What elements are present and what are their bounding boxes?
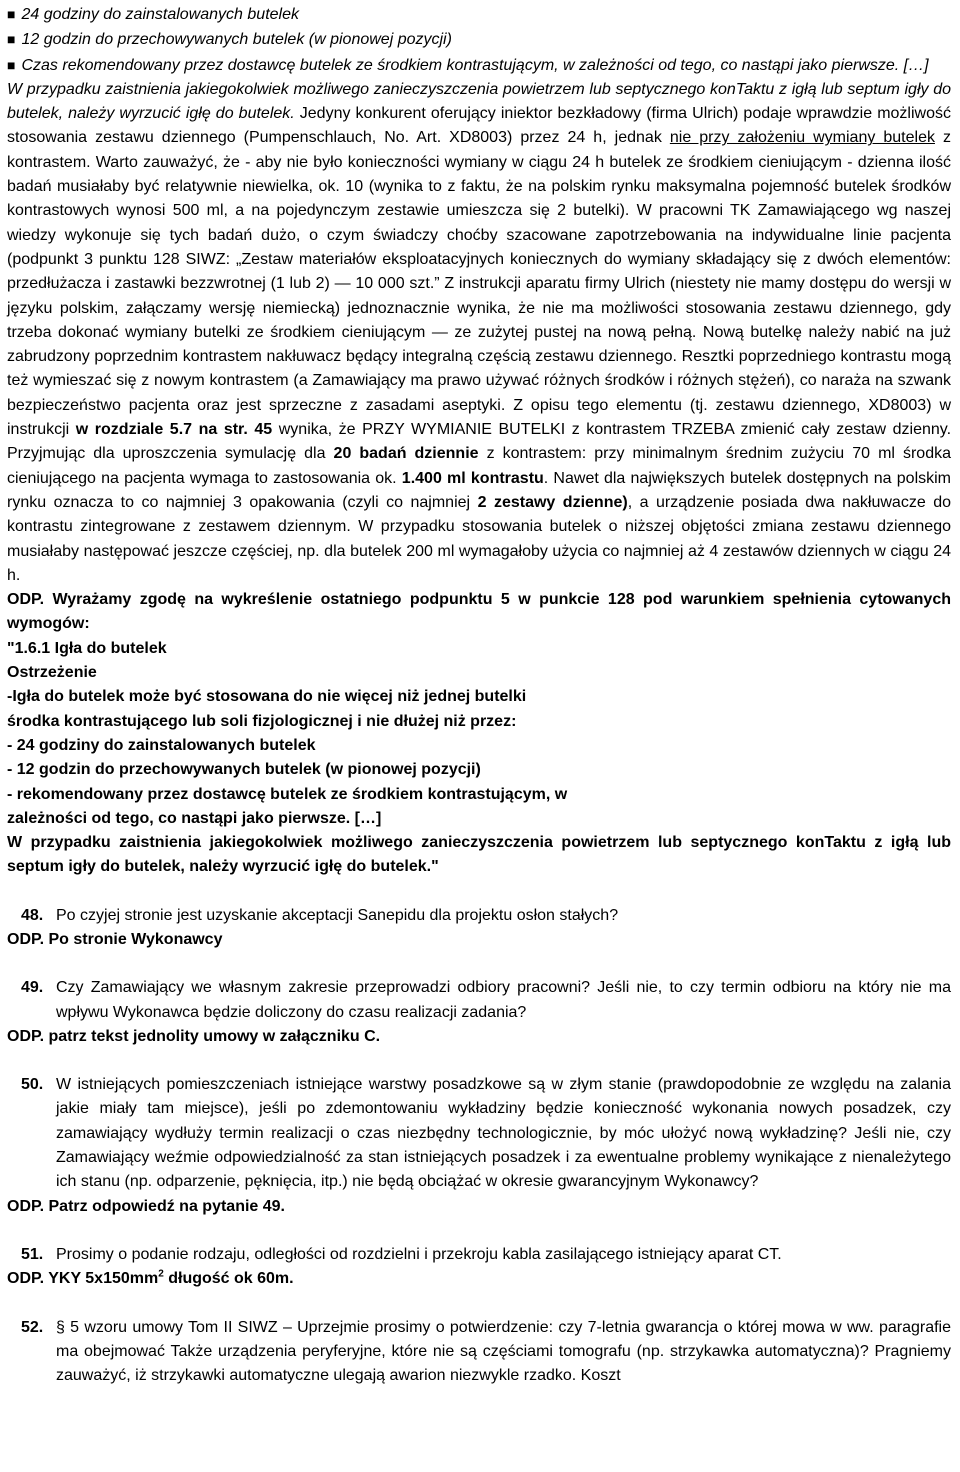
bullet-square-icon: ■ [7,31,16,48]
spacer [7,952,951,976]
spacer [7,1049,951,1073]
question-text: § 5 wzoru umowy Tom II SIWZ – Uprzejmie prosimy o potwierdzenie: czy 7-letnia gwarancja o której mowa w ww. paragrafie ma obejmować Także urządzenia peryferyjne, które nie są częściami tomografu (np. strzykawka automatyczna)? Pragniemy zauważyć, iż strzykawki automatyczne ulegają awarion niezwykle rzadko. Koszt [56,1318,951,1385]
answer-line: -Igła do butelek może być stosowana do nie więcej niż jednej butelki [7,688,527,706]
answer-line: zależności od tego, co nastąpi jako pierwsze. […] [7,809,382,827]
question-number: 51. [21,1245,44,1263]
question-text: Prosimy o podanie rodzaju, odległości od rozdzielni i przekroju kabla zasilającego istniejący aparat CT. [56,1245,782,1263]
question-49 [7,976,951,1025]
question-48-answer: ODP. Po stronie Wykonawcy [7,930,223,948]
question-text: Czy Zamawiający we własnym zakresie przeprowadzi odbiory pracowni? Jeśli nie, to czy termin odbioru na który nie ma wpływu Wykonawca będzie doliczony do czasu realizacji zadania? [56,979,951,1021]
spacer [7,1292,951,1316]
answer-intro: ODP. Wyrażamy zgodę na wykreślenie ostatniego podpunktu 5 w punkcie 128 pod warunkiem spełnienia cytowanych wymogów: [7,591,951,633]
answer-line: - 12 godzin do przechowywanych butelek (w pionowej pozycji) [7,761,481,779]
answer-closing: W przypadku zaistnienia jakiegokolwiek możliwego zanieczyszczenia powietrzem lub septycznego konTaktu z igłą lub septum igły do butelek, należy wyrzucić igłę do butelek." [7,834,951,876]
question-number: 52. [21,1318,44,1336]
question-51-answer: ODP. YKY $5x150mm^2$ długość ok 60m. [7,1268,294,1288]
question-51 [7,1243,951,1267]
question-52 [7,1316,951,1389]
quote-line-1: ■ 24 godziny do zainstalowanych butelek [7,6,299,23]
question-number: 48. [21,906,44,924]
quote-line-2: ■ 12 godzin do przechowywanych butelek (w pionowej pozycji) [7,31,452,49]
question-50 [7,1073,951,1194]
question-49-answer: ODP. patrz tekst jednolity umowy w załączniku C. [7,1027,381,1045]
spacer [7,880,951,904]
answer-line: "1.6.1 Igła do butelek [7,639,167,657]
main-paragraph: W przypadku zaistnienia jakiegokolwiek możliwego zanieczyszczenia powietrzem lub septycznego konTaktu z igłą lub septum igły do butelek, należy wyrzucić igłę do butelek. Jedyny konkurent oferujący iniektor bezkładowy (firma Ulrich) podaje wprawdzie możliwość stosowania zestawu dziennego (Pumpenschlauch, No. Art. XD8003) przez 24 h, jednak nie przy założeniu wymiany butelek z kontrastem. Warto zauważyć, że - aby nie było konieczności wymiany w ciągu 24 h butelek ze środkiem cieniującym - dzienna ilość badań musiałaby być relatywnie niewielka, ok. 10 (wynika to z faktu, że na polskim rynku maksymalna pojemność butelek środków kontrastowych wynosi 500 ml, a na pojedynczym zestawie umieszcza się 2 butelki). W pracowni TK Zamawiającego wg naszej wiedzy wykonuje się tych badań dużo, o czym świadczy choćby szacowane zapotrzebowania na indywidualne linie pacjenta (podpunkt 3 punktu 128 SIWZ: „Zestaw materiałów eksploatacyjnych koniecznych do wymiany składający się z dwóch elementów: przedłużacza i zastawki bezzwrotnej (1 lub 2) — 10 000 szt.” Z instrukcji aparatu firmy Ulrich (niestety nie mamy dostępu do wersji w języku polskim, załączamy wersję niemiecką) jednoznacznie wynika, że nie ma możliwości stosowania zestawu dziennego, gdy trzeba dokonać wymiany butelki ze środkiem cieniującym — ze zużytej pustej na nową pełną. Nową butelkę należy nabić na już zabrudzony poprzednim kontrastem nakłuwacz będący integralną częścią zestawu dziennego. Resztki poprzedniego kontrastu mogą też wymieszać się z nowym kontrastem (a Zamawiający ma prawo używać różnych środków i różnych stężeń), co naraża na szwank bezpieczeństwo pacjenta oraz jest sprzeczne z zasadami aseptyki. Z opisu tego elementu (tj. zestawu dziennego, XD8003) w instrukcji w rozdziale 5.7 na str. 45 wynika, że PRZY WYMIANIE BUTELKI z kontrastem TRZEBA zmienić cały zestaw dzienny. Przyjmując dla uproszczenia symulację dla 20 badań dziennie z kontrastem: przy minimalnym średnim zużyciu 70 ml środka cieniującego na pacjenta wymaga to zastosowania ok. 1.400 ml kontrastu. Nawet dla największych butelek dostępnych na polskim rynku oznacza to co najmniej 3 opakowania (czyli co najmniej 2 zestawy dzienne), a urządzenie posiada dwa nakłuwacze do kontrastu zintegrowane z zestawem dziennym. W przypadku stosowania butelek o niższej objętości zmiana zestawu dziennego musiałaby następować jeszcze częściej, np. dla butelek 200 ml wymagałoby użycia co najmniej aż 4 zestawów dziennych w ciągu 24 h. [7,80,952,584]
answer-line: - 24 godziny do zainstalowanych butelek [7,736,316,754]
bullet-square-icon: ■ [7,6,16,22]
quote-line-3: ■ Czas rekomendowany przez dostawcę butelek ze środkiem kontrastującym, w zależności od tego, co nastąpi jako pierwsze. […] [7,56,929,74]
question-number: 50. [21,1076,44,1094]
spacer [7,1219,951,1243]
question-number: 49. [21,979,44,997]
question-text: Po czyjej stronie jest uzyskanie akceptacji Sanepidu dla projektu osłon stałych? [56,906,619,924]
bullet-square-icon: ■ [7,56,16,73]
question-50-answer: ODP. Patrz odpowiedź na pytanie 49. [7,1197,285,1215]
answer-line: środka kontrastującego lub soli fizjologicznej i nie dłużej niż przez: [7,712,517,730]
answer-line: - rekomendowany przez dostawcę butelek ze środkiem kontrastującym, w [7,785,568,803]
answer-line: Ostrzeżenie [7,664,97,682]
question-48 [7,904,951,928]
document-page [7,2,951,1388]
question-text: W istniejących pomieszczeniach istniejące warstwy posadzkowe są w złym stanie (prawdopodobnie ze względu na zalania jakie miały tam miejsce), jeśli po zdemontowaniu wykładziny będzie konieczność wykonania nowych posadzek, czy zamawiający wydłuży termin realizacji o czas niezbędny technologicznie, by móc ułożyć nową wykładzinę? Jeśli nie, czy Zamawiający weźmie odpowiedzialność za stan istniejących posadzek i za ewentualne problemy wynikające z nienależytego ich stanu (np. odparzenie, pęknięcia, itp.) nie będą obciążać w okresie gwarancyjnym Wykonawcy? [56,1076,951,1191]
